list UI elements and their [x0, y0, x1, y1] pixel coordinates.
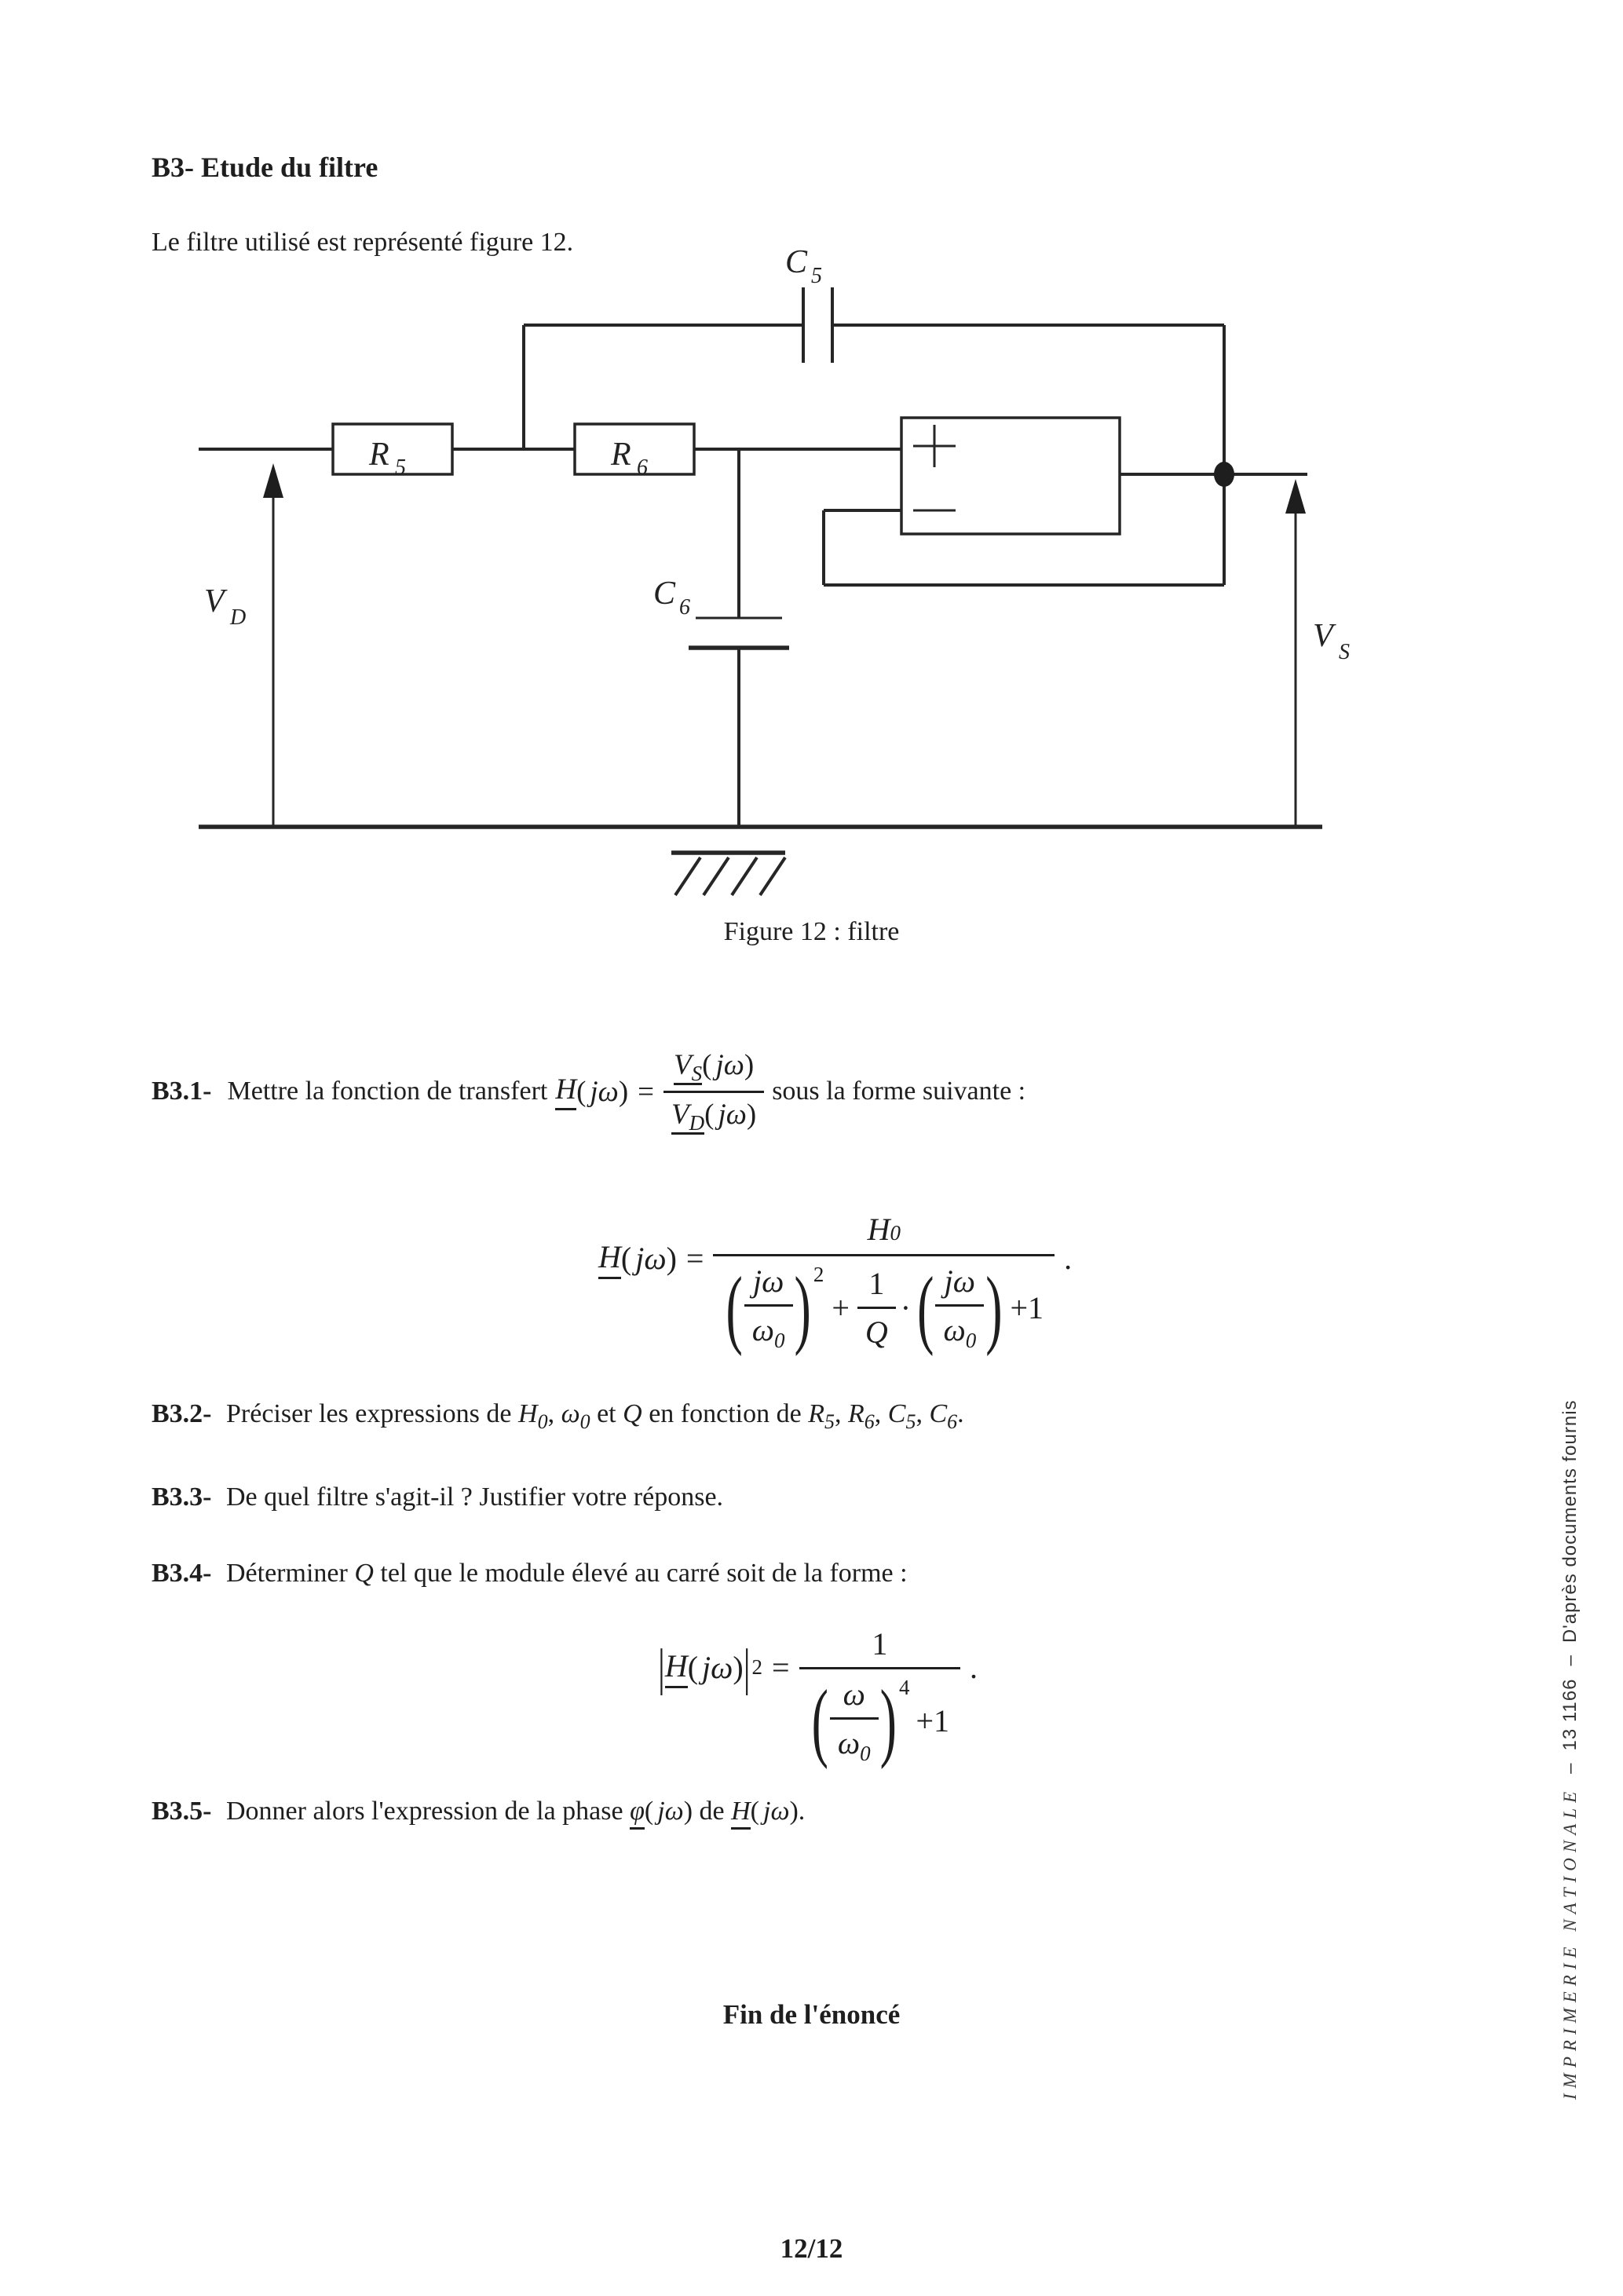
resistor-r5-box — [333, 424, 452, 474]
ground-symbol — [671, 853, 785, 895]
svg-text:S: S — [1339, 640, 1350, 664]
intro-text: Le filtre utilisé est représenté figure 12. — [152, 228, 574, 257]
svg-text:5: 5 — [811, 264, 822, 288]
svg-text:R: R — [611, 437, 631, 473]
vs-arrow — [1285, 479, 1306, 827]
cdot: · — [900, 1290, 912, 1325]
vs-over-vd-fraction: $V_S$( jω) $V_D$( jω) — [663, 1048, 764, 1135]
svg-text:V: V — [204, 583, 225, 620]
output-junction-dot — [1214, 462, 1234, 487]
question-b33: B3.3- De quel filtre s'agit-il ? Justifier votre réponse. — [152, 1483, 724, 1512]
svg-text:C: C — [785, 244, 808, 280]
figure-caption: Figure 12 : filtre — [723, 917, 900, 946]
svg-text:R: R — [369, 437, 389, 473]
end-of-statement: Fin de l'énoncé — [722, 1999, 901, 2030]
imprint-dash: – — [1559, 1763, 1581, 1774]
question-b34: B3.4- Déterminer Q tel que le module élevé au carré soit de la forme : — [152, 1559, 908, 1588]
exponent-2: 2 — [751, 1655, 763, 1679]
imprint-dash: – — [1559, 1655, 1581, 1666]
svg-text:5: 5 — [395, 455, 406, 480]
label-c5 — [785, 244, 822, 288]
label-c6 — [653, 576, 690, 620]
big-paren: ) — [794, 1258, 811, 1356]
question-b32: B3.2- Préciser les expressions de $H_0$, $\omega_0$ et Q en fonction de $R_5$, $R_6$, $C_5$, $C_6$. — [152, 1399, 964, 1433]
b31-transfer-function-math: H ( jω ) = $V_S$( jω) $V_D$( jω) — [555, 1048, 764, 1135]
capacitor-c5 — [803, 287, 832, 363]
formula-transfer-function: H ( jω ) = H 0 ( jω $\omega_0$ ) 2 + 1 Q · ( jω $\omega_0$ ) +1 . — [598, 1212, 1073, 1356]
jw-over-w0-fraction: jω $\omega_0$ — [935, 1263, 984, 1353]
section-title: B3- Etude du filtre — [152, 152, 378, 183]
exponent-2: 2 — [813, 1263, 824, 1286]
question-b31-label: B3.1- — [152, 1077, 212, 1106]
question-b31-text-before: Mettre la fonction de transfert — [227, 1077, 548, 1106]
abs-bar: | — [743, 1638, 751, 1697]
svg-text:V: V — [1313, 618, 1333, 654]
svg-text:6: 6 — [679, 595, 690, 620]
vd-arrow — [263, 463, 283, 827]
imprint-printer: IMPRIMERIE NATIONALE — [1560, 1786, 1580, 2100]
w-over-w0-fraction: ω $\omega_0$ — [830, 1676, 879, 1766]
big-paren: ( — [726, 1258, 743, 1356]
imprint-credit: D'après documents fournis — [1559, 1399, 1581, 1643]
exponent-4: 4 — [898, 1676, 910, 1699]
jw-over-w0-fraction: jω $\omega_0$ — [744, 1263, 793, 1353]
output-wire — [1120, 462, 1307, 487]
question-b31 — [152, 1018, 1025, 1165]
main-fraction: H 0 ( jω $\omega_0$ ) 2 + 1 Q · ( jω $\omega_0$ ) +1 — [713, 1211, 1055, 1353]
page-number: 12/12 — [780, 2233, 843, 2264]
mod-fraction: 1 ( ω $\omega_0$ ) 4 +1 — [799, 1625, 960, 1766]
one-over-q-fraction: 1 Q — [857, 1265, 896, 1351]
formula-squared-modulus: | H ( jω ) | 2 = 1 ( ω $\omega_0$ ) 4 +1 . — [658, 1626, 978, 1769]
label-vs — [1313, 618, 1350, 664]
imprint-code: 13 1166 — [1559, 1678, 1581, 1751]
svg-text:6: 6 — [637, 455, 648, 480]
big-paren: ( — [811, 1671, 828, 1769]
abs-bar: | — [658, 1638, 665, 1697]
opamp-box — [901, 418, 1120, 534]
question-b35: B3.5- Donner alors l'expression de la phase φ( jω) de H( jω). — [152, 1797, 805, 1826]
question-b31-text-after: sous la forme suivante : — [772, 1077, 1026, 1106]
big-paren: ) — [879, 1671, 897, 1769]
svg-text:C: C — [653, 576, 676, 612]
capacitor-c6 — [689, 449, 789, 827]
label-vd — [204, 583, 246, 630]
big-paren: ) — [985, 1258, 1003, 1356]
printer-imprint — [1553, 1399, 1588, 2100]
svg-text:D: D — [230, 605, 247, 630]
big-paren: ( — [917, 1258, 934, 1356]
resistor-r6-box — [575, 424, 694, 474]
